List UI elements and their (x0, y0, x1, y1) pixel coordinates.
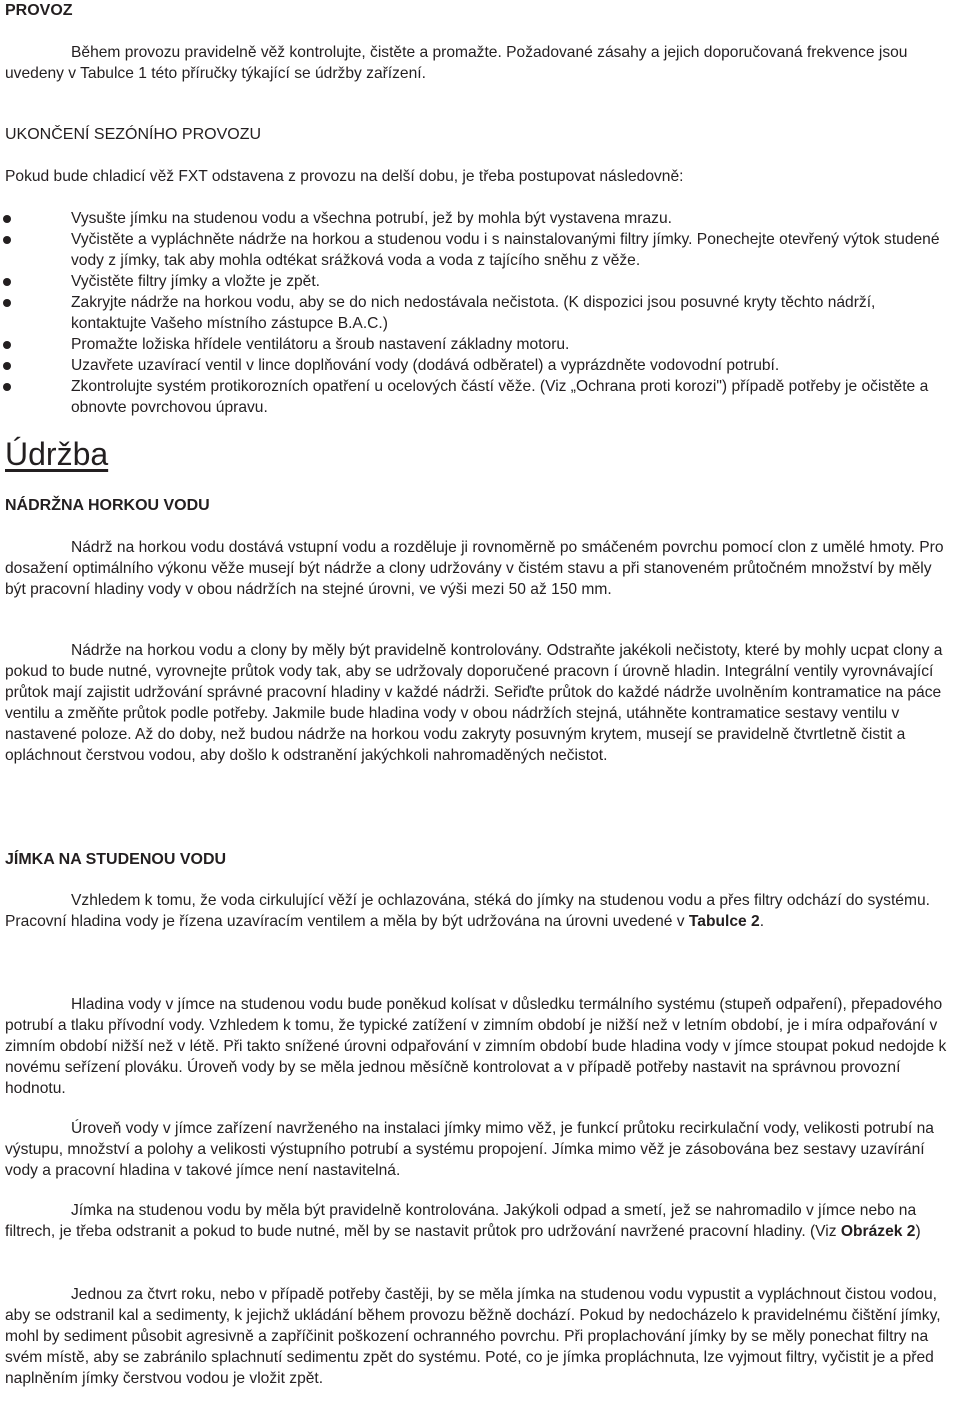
jimka-paragraph-5: Jednou za čtvrt roku, nebo v případě potřeby častěji, by se měla jímka na studenou vodu vypustit a vypláchnout čistou vodou, aby se odstranil kal a sedimenty, k jejichž ukládání během provozu běžně dochází. Pokud by nedocházelo k pravidelnému čištění jímky, mohl by sediment působit agresivně a zapříčinit poškození ochranného povrchu. Při proplachování jímky by se měly ponechat filtry na svém místě, aby se zabránilo splachnutí sedimentu zpět do systému. Poté, co je jímka propláchnuta, lze vyjmout filtry, vyčistit je a před naplněním jímky čerstvou vodou je vložit zpět. (5, 1286, 941, 1387)
bullet-icon (3, 383, 11, 391)
jimka-paragraph-1: Vzhledem k tomu, že voda cirkulující věží je ochlazována, stéká do jímky na studenou vodu a přes filtry odchází do systému. Pracovní hladina vody je řízena uzavíracím ventilem a měla by být udržována na úrovni uvedené v Tabulce 2. (5, 892, 930, 930)
ukonceni-intro: Pokud bude chladicí věž FXT odstavena z provozu na delší dobu, je třeba postupovat následovně: (5, 168, 684, 185)
list-item: Zkontrolujte systém protikorozních opatření u ocelových částí věže. (Viz „Ochrana proti korozi") případě potřeby je očistěte a obnovte povrchovou úpravu. (0, 376, 955, 418)
bullet-icon (3, 215, 11, 223)
heading-jimka: JÍMKA NA STUDENOU VODU (5, 851, 227, 868)
heading-nadrzna: NÁDRŽNA HORKOU VODU (5, 497, 210, 514)
bullet-icon (3, 362, 11, 370)
jimka-paragraph-3: Úroveň vody v jímce zařízení navrženého na instalaci jímky mimo věž, je funkcí průtoku recirkulační vody, velikosti potrubí na výstupu, množství a polohy a velikosti výstupního potrubí a systému propojení. Jímka mimo věž je zásobována bez sestavy uzavírání vody a pracovní hladina v takové jímce není nastavitelná. (5, 1120, 934, 1179)
list-item: Vyčistěte filtry jímky a vložte je zpět. (0, 271, 955, 292)
list-item: Vysušte jímku na studenou vodu a všechna potrubí, jež by mohla být vystavena mrazu. (0, 208, 955, 229)
nadrzna-paragraph-1: Nádrž na horkou vodu dostává vstupní vodu a rozděluje ji rovnoměrně po smáčeném povrchu pomocí clon z umělé hmoty. Pro dosažení optimálního výkonu věže musejí být nádrže a clony udržovány v čistém stavu a při stanoveném průtočném množství by měly být pracovní hladiny vody v obou nádržích na stejné úrovni, ve výši mezi 50 až 150 mm. (5, 539, 944, 598)
heading-ukonceni: UKONČENÍ SEZÓNÍHO PROVOZU (5, 126, 262, 143)
list-item: Promažte ložiska hřídele ventilátoru a šroub nastavení základny motoru. (0, 334, 955, 355)
jimka-paragraph-2: Hladina vody v jímce na studenou vodu bude poněkud kolísat v důsledku termálního systému (stupeň odpaření), přepadového potrubí a tlaku přívodní vody. Vzhledem k tomu, že typické zatížení v zimním období je nižší než v letním období, je i míra odpařování v zimním období nižší než v létě. Při takto snížené úrovni odpařování v zimním období bude hladina vody v jímce stoupat pokud nedojde k novému seřízení plováku. Úroveň vody by se měla jednou měsíčně kontrolovat a v případě potřeby nastavit na správnou provozní hodnotu. (5, 996, 947, 1097)
provoz-paragraph: Během provozu pravidelně věž kontrolujte, čistěte a promažte. Požadované zásahy a jejich doporučovaná frekvence jsou uvedeny v Tabulce 1 této příručky týkající se údržby zařízení. (5, 44, 908, 82)
jimka-paragraph-4: Jímka na studenou vodu by měla být pravidelně kontrolována. Jakýkoli odpad a smetí, jež se nahromadilo v jímce nebo na filtrech, je třeba odstranit a pokud to bude nutné, měl by se nastavit průtok pro udržování navržené pracovní hladiny. (Viz Obrázek 2) (5, 1202, 921, 1240)
bullet-icon (3, 341, 11, 349)
nadrzna-paragraph-2: Nádrže na horkou vodu a clony by měly být pravidelně kontrolovány. Odstraňte jakékoli nečistoty, které by mohly ucpat clony a pokud to bude nutné, vyrovnejte průtok vody tak, aby se udržovaly doporučené pracovn í úrovně hladin. Integrální ventily vyrovnávající průtok mají zajistit udržování správné pracovní hladiny v každé nádrži. Seřiďte průtok do každé nádrže uvolněním kontramatice na páce ventilu a změňte průtok podle potřeby. Jakmile bude hladina vody v obou nádržích stejná, utáhněte kontramatice sestavy ventilu v nastavené poloze. Až do doby, než budou nádrže na horkou vodu zakryty posuvným krytem, musejí se pravidelně čtvrtletně čistit a opláchnout čerstvou vodou, aby došlo k odstranění jakýchkoli nahromaděných nečistot. (5, 642, 943, 764)
ukonceni-list (0, 208, 955, 418)
page-title-udrzba: Údržba (5, 436, 109, 472)
bullet-icon (3, 236, 11, 244)
bullet-icon (3, 299, 11, 307)
list-item: Uzavřete uzavírací ventil v lince doplňování vody (dodává odběratel) a vyprázdněte vodovodní potrubí. (0, 355, 955, 376)
bullet-icon (3, 278, 11, 286)
list-item: Vyčistěte a vypláchněte nádrže na horkou a studenou vodu i s nainstalovanými filtry jímky. Ponechejte otevřený výtok studené vody z jímky, tak aby mohla odtékat srážková voda a voda z tajícího sněhu z věže. (0, 229, 955, 271)
list-item: Zakryjte nádrže na horkou vodu, aby se do nich nedostávala nečistota. (K dispozici jsou posuvné kryty těchto nádrží, kontaktujte Vašeho místního zástupce B.A.C.) (0, 292, 955, 334)
heading-provoz: PROVOZ (5, 2, 73, 19)
